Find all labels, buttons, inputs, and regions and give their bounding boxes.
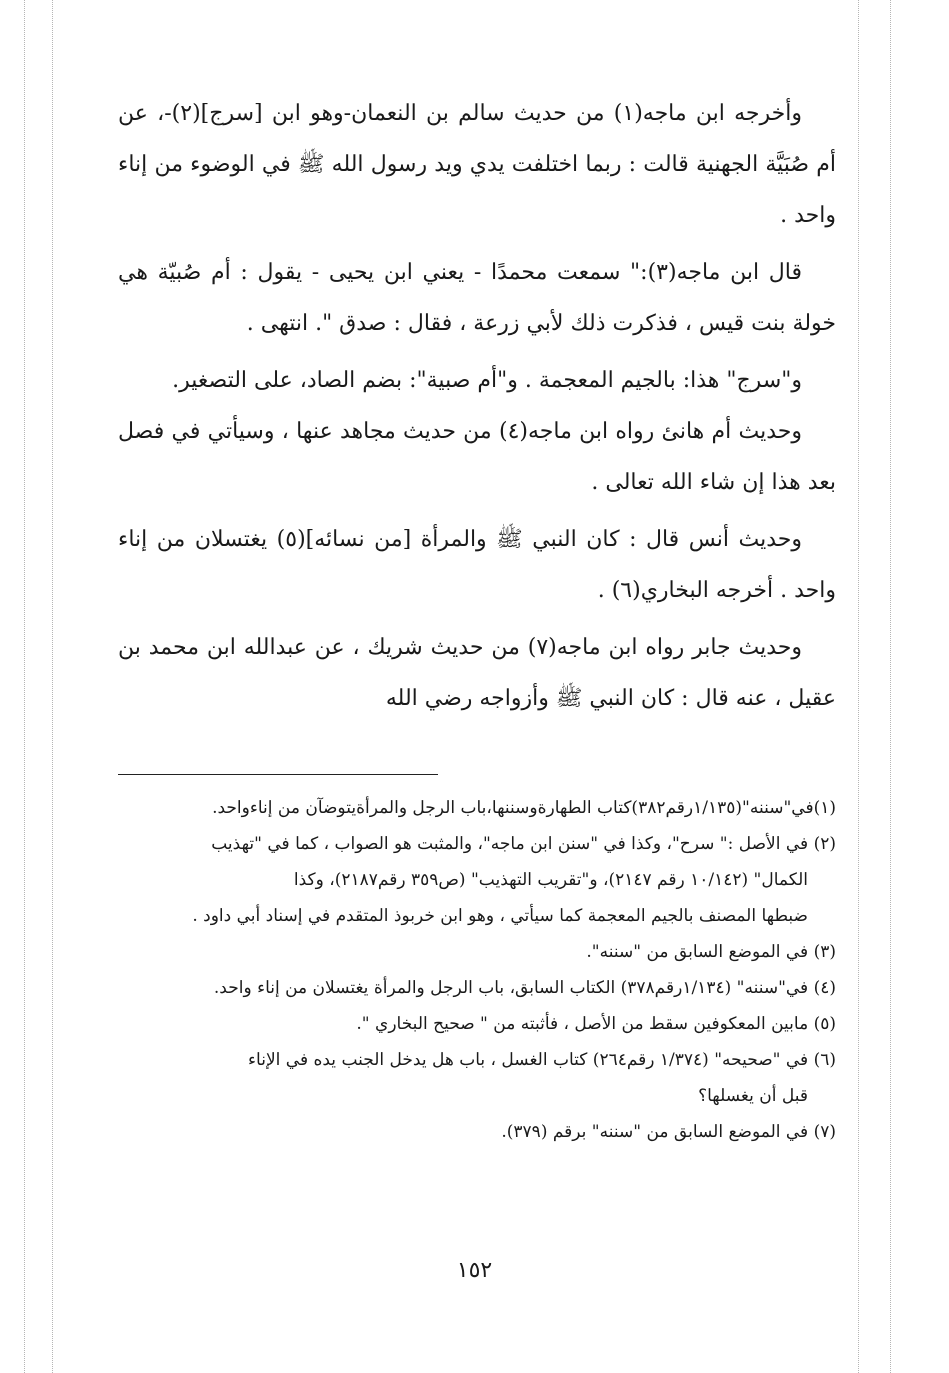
footnote-continuation: ضبطها المصنف بالجيم المعجمة كما سيأتي ، وهو ابن خربوذ المتقدم في إسناد أبي داود . (192, 906, 808, 926)
paragraph: وحديث أم هانئ رواه ابن ماجه(٤) من حديث مجاهد عنها ، وسيأتي في فصل بعد هذا إن شاء الله تعالى . (118, 419, 836, 495)
footnote-continuation: قبل أن يغسلها؟ (698, 1086, 808, 1106)
margin-dotted-line (24, 0, 25, 1373)
margin-dotted-line (52, 0, 53, 1373)
footnotes (118, 790, 836, 1150)
page-number: ١٥٢ (456, 1258, 493, 1283)
paragraph: وحديث جابر رواه ابن ماجه(٧) من حديث شريك ، عن عبدالله ابن محمد بن عقيل ، عنه قال : كان النبي ﷺ وأزواجه رضي الله (118, 635, 836, 711)
margin-dotted-line (890, 0, 891, 1373)
footnote: (٣) في الموضع السابق من "سننه". (586, 942, 836, 962)
paragraph: قال ابن ماجه(٣):" سمعت محمدًا - يعني ابن يحيى - يقول : أم صُبيّة هي خولة بنت قيس ، فذكرت ذلك لأبي زرعة ، فقال : صدق ". انتهى . (118, 260, 836, 336)
paragraph: وأخرجه ابن ماجه(١) من حديث سالم بن النعمان-وهو ابن [سرج](٢)-، عن أم صُبَيَّة الجهنية قالت : ربما اختلفت يدي ويد رسول الله ﷺ في الوضوء من إناء واحد . (118, 101, 836, 228)
footnote: (٤) في"سننه" (١/١٣٤رقم٣٧٨) الكتاب السابق، باب الرجل والمرأة يغتسلان من إناء واحد. (213, 978, 836, 998)
footnote: (١)في"سننه"(١/١٣٥رقم٣٨٢)كتاب الطهارةوسننها،باب الرجل والمرأةيتوضآن من إناءواحد. (212, 798, 836, 818)
margin-dotted-line (858, 0, 859, 1373)
footnote: (٦) في "صحيحه" (١/٣٧٤ رقم٢٦٤) كتاب الغسل ، باب هل يدخل الجنب يده في الإناء (248, 1050, 836, 1070)
main-text (118, 88, 836, 730)
footnote-continuation: الكمال" (١٠/١٤٢ رقم ٢١٤٧)، و"تقريب التهذيب" (ص٣٥٩ رقم٢١٨٧)، وكذا (293, 870, 808, 890)
paragraph: و"سرج" هذا: بالجيم المعجمة . و"أم صبية": بضم الصاد، على التصغير. (172, 368, 802, 393)
footnote: (٧) في الموضع السابق من "سننه" برقم (٣٧٩). (501, 1122, 836, 1142)
footnote-separator (118, 774, 438, 775)
footnote: (٢) في الأصل :" سرح"، وكذا في "سنن ابن ماجه"، والمثبت هو الصواب ، كما في "تهذيب (211, 834, 836, 854)
paragraph: وحديث أنس قال : كان النبي ﷺ والمرأة [من نسائه](٥) يغتسلان من إناء واحد . أخرجه البخاري(٦) . (118, 527, 836, 603)
footnote: (٥) مابين المعكوفين سقط من الأصل ، فأثبته من " صحيح البخاري ". (356, 1014, 836, 1034)
